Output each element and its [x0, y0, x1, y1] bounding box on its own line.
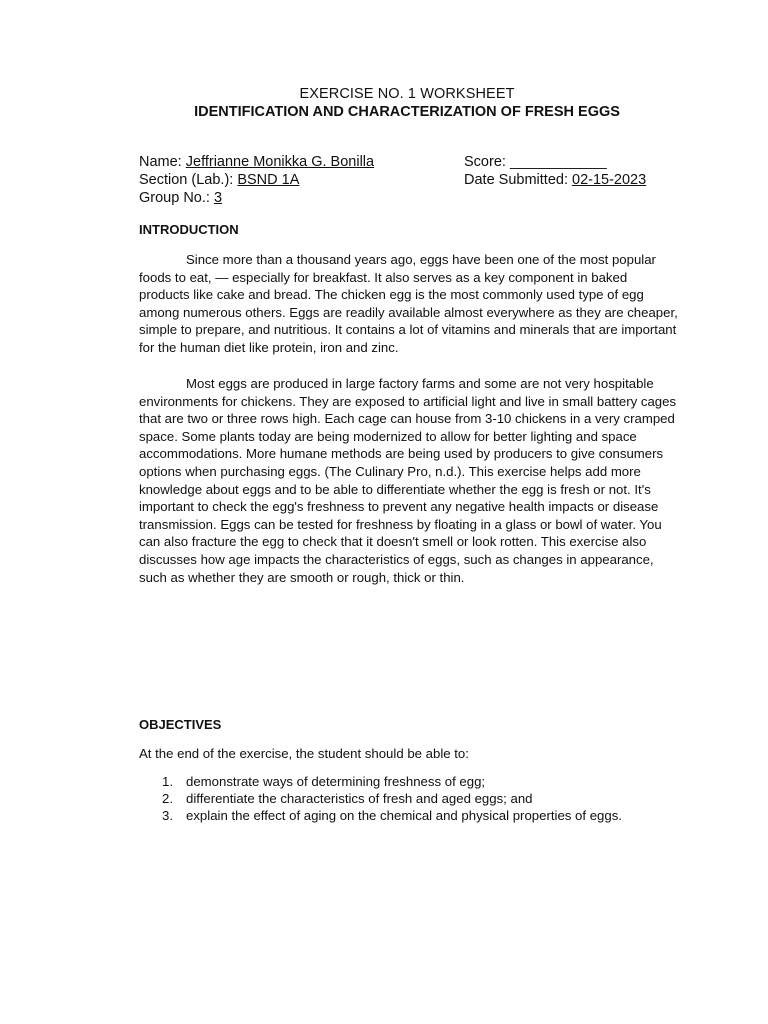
objectives-heading: OBJECTIVES: [139, 717, 222, 732]
score-field: [464, 153, 607, 171]
list-item: [139, 807, 622, 824]
introduction-paragraph-1: [139, 251, 679, 357]
section-field: [139, 171, 299, 189]
list-item: [139, 773, 622, 790]
score-label: Score:: [464, 154, 510, 170]
list-text: demonstrate ways of determining freshness of egg;: [186, 774, 486, 789]
introduction-heading: INTRODUCTION: [139, 222, 239, 237]
section-label: Section (Lab.):: [139, 172, 238, 188]
paragraph-text: Most eggs are produced in large factory farms and some are not very hospitable environments for chickens. They are exposed to artificial light and live in small battery cages that are two or three rows high. Each cage can house from 3-10 chickens in a very cramped space. Some plants today are being modernized to allow for better lighting and space accommodations. More humane methods are being used by producers to give consumers options when purchasing eggs. (The Culinary Pro, n.d.). This exercise helps add more knowledge about eggs and to be able to differentiate whether the egg is fresh or not. It's important to check the egg's freshness to prevent any negative health impacts or disease transmission. Eggs can be tested for freshness by floating in a glass or bowl of water. You can also fracture the egg to check that it doesn't smell or look rotten. This exercise also discusses how age impacts the characteristics of eggs, such as changes in appearance, such as whether they are smooth or rough, thick or thin.: [139, 376, 677, 585]
list-number: 1.: [162, 774, 173, 789]
group-value: 3: [213, 190, 223, 206]
objectives-list: [139, 773, 622, 824]
date-submitted-field: [464, 171, 646, 189]
list-text: differentiate the characteristics of fresh and aged eggs; and: [186, 791, 533, 806]
list-number: 3.: [162, 808, 173, 823]
group-label: Group No.:: [139, 190, 214, 206]
score-value: ____________: [509, 154, 607, 170]
paragraph-text: Since more than a thousand years ago, eggs have been one of the most popular foods to eat, — especially for breakfast. It also serves as a key component in baked products like cake and bread. The chicken egg is the most commonly used type of egg among numerous others. Eggs are readily available almost everywhere as they are cheaper, simple to prepare, and nutritious. It contains a lot of vitamins and minerals that are important for the human diet like protein, iron and zinc.: [139, 252, 678, 355]
date-label: Date Submitted:: [464, 172, 572, 188]
list-number: 2.: [162, 791, 173, 806]
name-label: Name:: [139, 154, 186, 170]
exercise-number-heading: EXERCISE NO. 1 WORKSHEET: [299, 86, 515, 102]
introduction-paragraph-2: [139, 375, 679, 586]
list-item: [139, 790, 622, 807]
name-value: Jeffrianne Monikka G. Bonilla: [185, 154, 375, 170]
worksheet-title: IDENTIFICATION AND CHARACTERIZATION OF FRESH EGGS: [194, 104, 620, 120]
name-field: [139, 153, 374, 171]
objectives-intro: At the end of the exercise, the student should be able to:: [139, 746, 469, 761]
group-field: [139, 189, 222, 207]
date-value: 02-15-2023: [572, 172, 647, 188]
section-value: BSND 1A: [237, 172, 300, 188]
list-text: explain the effect of aging on the chemical and physical properties of eggs.: [186, 808, 622, 823]
